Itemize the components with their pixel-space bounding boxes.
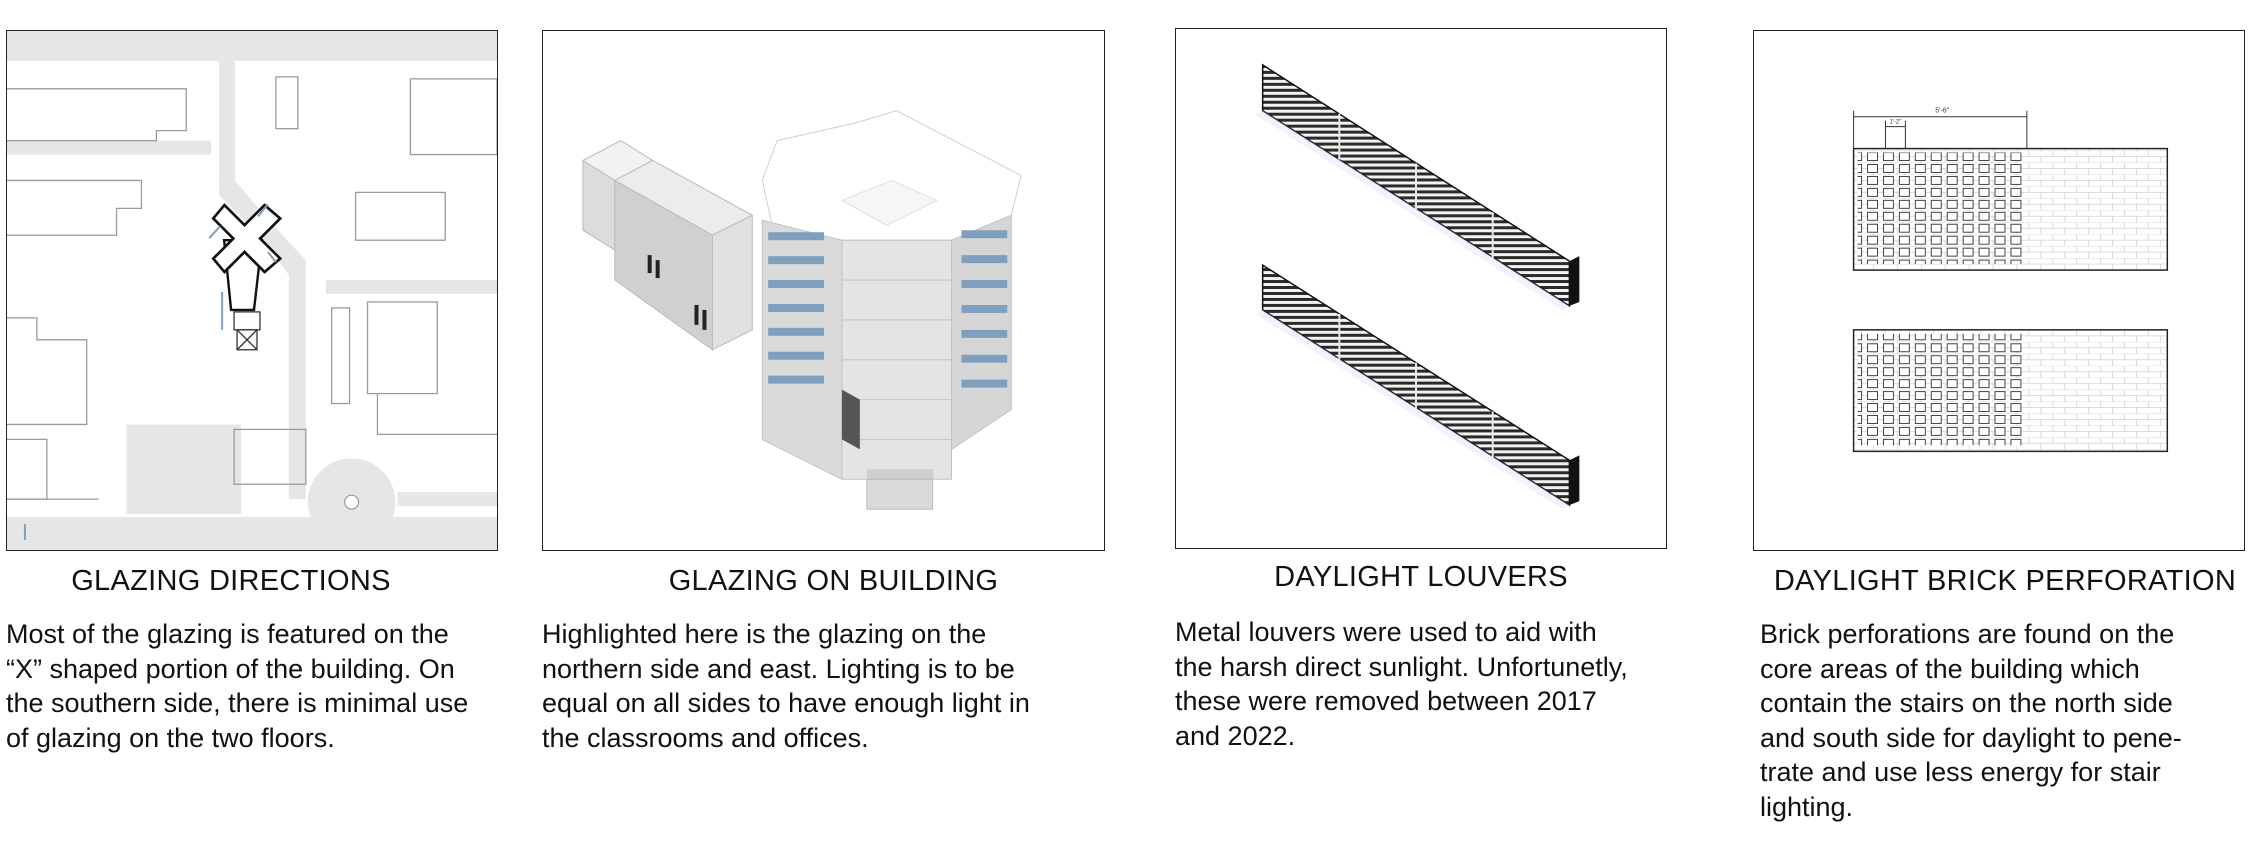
- upper-louver: [1256, 65, 1580, 310]
- panel-text-glazing-on-building: Highlighted here is the glazing on the northern side and east. Lighting is to be equal on all sides to have enough light in the classrooms and offices.: [542, 619, 1030, 753]
- panel-title-glazing-directions: GLAZING DIRECTIONS: [71, 565, 391, 597]
- panel-title-daylight-louvers: DAYLIGHT LOUVERS: [1274, 561, 1568, 593]
- panel-text-daylight-louvers: Metal louvers were used to aid with the harsh direct sunlight. Unfortunetly, these were removed between 2017 and 2022.: [1175, 617, 1628, 751]
- brick-dimension-overall: 5'-6": [1935, 107, 1950, 115]
- daylight-louvers-drawing: [1175, 28, 1667, 549]
- lower-louver: [1256, 265, 1580, 509]
- brick-perforation-drawing: [1753, 30, 2245, 551]
- panel-title-daylight-brick-perforation: DAYLIGHT BRICK PERFORATION: [1773, 565, 2237, 597]
- building-axonometric-render: [542, 30, 1105, 551]
- site-plan-drawing: [6, 30, 498, 551]
- panel-text-daylight-brick-perforation: Brick perforations are found on the core areas of the building which contain the stairs on the north side and south side for daylight to pene- trate and use less energy for stair lighting.: [1760, 619, 2182, 822]
- brick-dimension-spacing: 1'-2": [1889, 119, 1902, 126]
- panel-text-glazing-directions: Most of the glazing is featured on the “X” shaped portion of the building. On the southern side, there is minimal use of glazing on the two floors.: [6, 619, 469, 753]
- panel-title-glazing-on-building: GLAZING ON BUILDING: [668, 565, 999, 597]
